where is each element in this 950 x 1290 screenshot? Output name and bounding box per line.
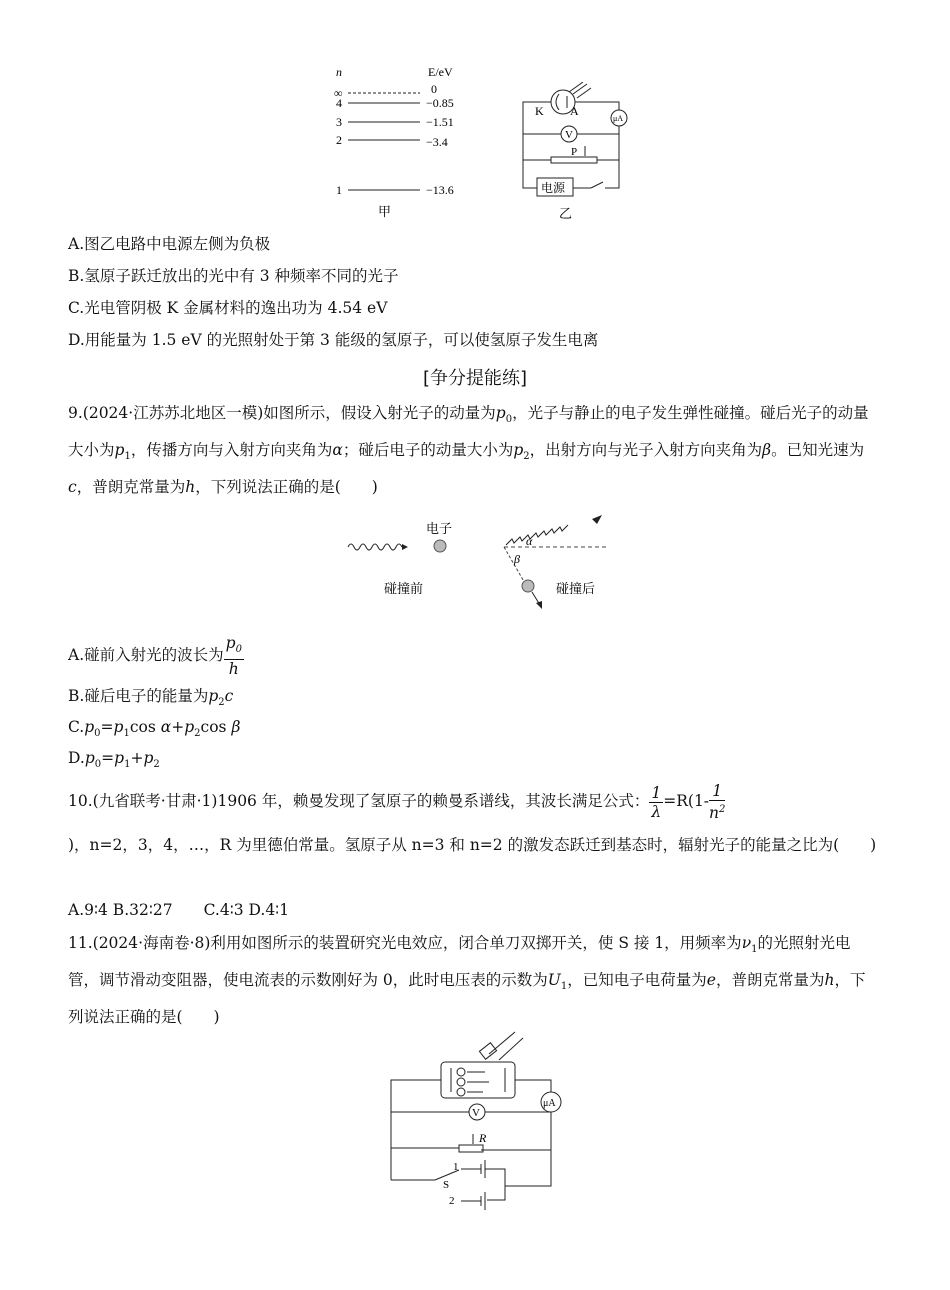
- energy-level-diagram: [330, 64, 480, 224]
- phototube: [441, 1062, 515, 1098]
- source-label: 电源: [541, 181, 566, 195]
- level-n: 3: [336, 115, 342, 129]
- level-energy: −1.51: [426, 115, 454, 129]
- n-axis-label: n: [336, 65, 342, 79]
- slider-label: P: [571, 146, 578, 158]
- electron-after: [522, 580, 534, 592]
- compton-collision-figure: [340, 515, 620, 615]
- electron: [457, 1078, 465, 1086]
- photon-arrow: [402, 544, 408, 550]
- level-n: 2: [336, 133, 342, 147]
- ammeter-label: μA: [543, 1098, 556, 1109]
- rheostat: [459, 1145, 483, 1152]
- q9-source: 9.(2024·江苏苏北地区一模): [68, 404, 264, 422]
- switch-label: S: [443, 1179, 450, 1191]
- switch-pos2: 2: [449, 1195, 455, 1207]
- after-label: 碰撞后: [556, 581, 596, 596]
- beta-label: β: [514, 552, 520, 566]
- wire: [515, 1080, 551, 1092]
- electron-label: 电子: [426, 521, 453, 536]
- q11-stem: 11.(2024·海南卷·8)利用如图所示的装置研究光电效应，闭合单刀双掷开关，使 S 接 1，用频率为$\nu_1$的光照射光电管，调节滑动变阻器，使电流表的示数刚好为 0，此时电压表的示数为$U_1$，已知电子电荷量为e，普朗克常量为h，下列说法正确的是( ): [68, 934, 866, 1027]
- q9-option-a: A.碰前入射光的波长为 $\frac{p_0}{h}$: [68, 634, 242, 679]
- photoelectric-apparatus: [385, 1030, 575, 1210]
- q9-stem: 9.(2024·江苏苏北地区一模)如图所示，假设入射光子的动量为$p_0$，光子与静止的电子发生弹性碰撞。碰后光子的动量大小为$p_1$，传播方向与入射方向夹角为α；碰后电子的动量大小为$p_2$，出射方向与光子入射方向夹角为β。已知光速为c，普朗克常量为h，下列说法正确的是( ): [68, 404, 869, 497]
- q9-option-b: B.碰后电子的能量为$p_2c$: [68, 687, 234, 709]
- level-energy: 0: [431, 82, 437, 96]
- cathode: [556, 94, 559, 110]
- level-energy: −0.85: [426, 96, 454, 110]
- before-label: 碰撞前: [384, 581, 424, 596]
- q9-option-d: $D.p_0=p_1+p_2$: [68, 749, 160, 771]
- figure-caption-yi: 乙: [559, 206, 573, 221]
- inverse-n-squared-fraction: $\frac{1}{n^2}$: [709, 782, 726, 823]
- level-n: ∞: [334, 86, 343, 100]
- level-energy: −13.6: [426, 183, 454, 197]
- alpha-label: α: [526, 534, 533, 548]
- wire: [391, 1080, 441, 1180]
- switch-pos1: 1: [453, 1161, 459, 1173]
- incident-photon: [348, 544, 402, 550]
- voltmeter-label: V: [472, 1107, 480, 1119]
- electron: [457, 1088, 465, 1096]
- wire: [481, 1112, 551, 1150]
- scattered-arrow: [592, 515, 602, 524]
- q10-stem-line1: 10.(九省联考·甘肃·1)1906 年，赖曼发现了氢原子的赖曼系谱线，其波长满足公式： $\frac{1}{\lambda}$ =R(1- $\frac{1}{n^2}$: [68, 782, 726, 823]
- electron-arrow: [536, 601, 542, 609]
- level-n: 4: [336, 96, 342, 110]
- wire: [485, 1169, 505, 1186]
- electron-before: [434, 540, 446, 552]
- wire: [487, 1150, 551, 1200]
- q9-option-c: $C.p_0=p_1\cos$ $\alpha+p_2\cos$ β: [68, 718, 241, 740]
- wire: [605, 160, 619, 188]
- label-k: K: [535, 104, 544, 118]
- wire: [523, 160, 537, 188]
- electron: [457, 1068, 465, 1076]
- figure-caption-jia: 甲: [378, 204, 392, 219]
- photoelectric-circuit: [515, 82, 635, 222]
- section-title: [争分提能练]: [422, 368, 528, 389]
- label-a: A: [570, 104, 579, 118]
- wire: [575, 102, 619, 110]
- switch: [591, 182, 603, 188]
- light-ray: [569, 82, 583, 92]
- q11-source: 11.(2024·海南卷·8): [68, 934, 211, 952]
- inverse-lambda-fraction: $\frac{1}{\lambda}$: [651, 783, 662, 821]
- voltmeter-label: V: [565, 129, 573, 141]
- level-n: 1: [336, 183, 342, 197]
- q8-option-a: A.图乙电路中电源左侧为负极: [68, 235, 271, 253]
- energy-axis-label: E/eV: [428, 65, 453, 79]
- scattered-photon: [506, 525, 568, 545]
- level-energy: −3.4: [426, 135, 448, 149]
- wavelength-fraction: $\frac{p_0}{h}$: [225, 634, 242, 679]
- wire: [597, 126, 619, 160]
- window: [479, 1043, 496, 1059]
- q10-options: A.9∶4 B.32∶27 C.4∶3 D.4∶1: [68, 901, 290, 919]
- q8-option-b: B.氢原子跃迁放出的光中有 3 种频率不同的光子: [68, 267, 399, 285]
- q10-stem-line2: )，n=2，3，4，…，R 为里德伯常量。氢原子从 n=3 和 n=2 的激发态跃迁到基态时，辐射光子的能量之比为( ): [68, 836, 877, 854]
- ammeter-label: μA: [613, 114, 624, 123]
- q10-source: 10.(九省联考·甘肃·1): [68, 792, 218, 811]
- rheostat-label: R: [479, 1131, 487, 1145]
- q8-option-c: C.光电管阴极 K 金属材料的逸出功为 4.54 eV: [68, 299, 388, 317]
- light-beam: [499, 1038, 523, 1060]
- light-beam: [489, 1032, 515, 1054]
- q8-option-d: D.用能量为 1.5 eV 的光照射处于第 3 能级的氢原子，可以使氢原子发生电离: [68, 331, 599, 349]
